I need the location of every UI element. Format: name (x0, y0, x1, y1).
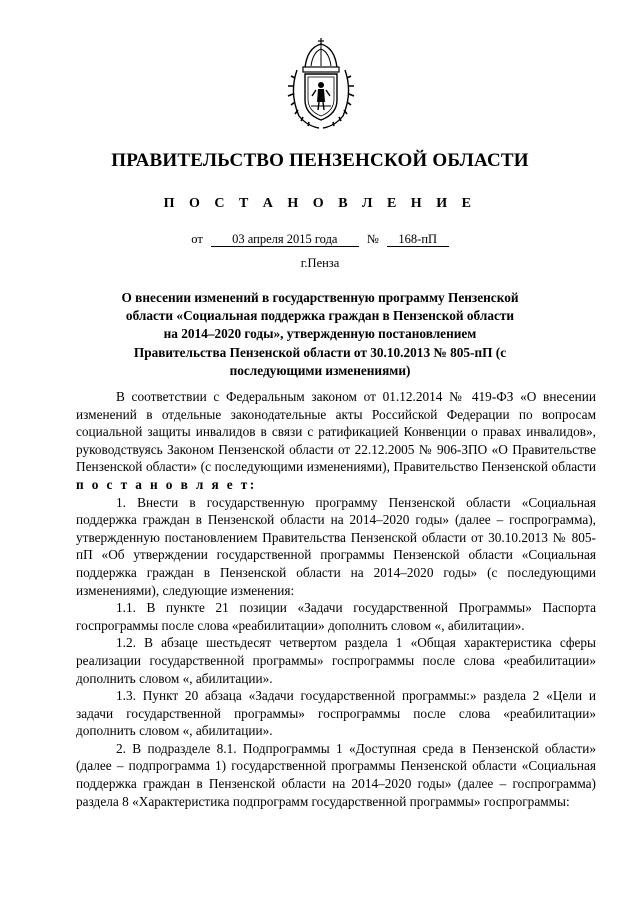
document-date: 03 апреля 2015 года (211, 232, 359, 247)
date-prefix: от (191, 232, 203, 246)
paragraph-2: 2. В подразделе 8.1. Подпрограммы 1 «Доступная среда в Пензенской области» (далее – подпрограмма 1) государственной программы Пензенской области «Социальная поддержка граждан в Пензенской области на 2014–2020 годы» (далее – госпрограмма) раздела 8 «Характеристика подпрограмм государственной программы» госпрограммы: (76, 740, 596, 809)
document-body (76, 388, 596, 810)
government-title: ПРАВИТЕЛЬСТВО ПЕНЗЕНСКОЙ ОБЛАСТИ (111, 150, 529, 171)
preamble-paragraph (76, 388, 596, 494)
document-type: П О С Т А Н О В Л Е Н И Е (163, 196, 477, 211)
city-name: г.Пенза (300, 256, 340, 270)
document-subject: О внесении изменений в государственную программу Пензенской области «Социальная поддержка граждан в Пензенской области на 2014–2020 годы», утвержденную постановлением Правительства Пензенской области от 30.10.2013 № 805-пП (с последующими изменениями) (121, 290, 519, 378)
resolves-word: п о с т а н о в л я е т: (76, 476, 257, 492)
number-sign: № (366, 232, 379, 246)
coat-of-arms-emblem (285, 38, 357, 130)
paragraph-1: 1. Внести в государственную программу Пензенской области «Социальная поддержка граждан в Пензенской области на 2014–2020 годы» (далее – госпрограмма), утвержденную постановлением Правительства Пензенской области от 30.10.2013 № 805-пП «Об утверждении государственной программы Пензенской области «Социальная поддержка граждан в Пензенской области на 2014–2020 годы» (с последующими изменениями), следующие изменения: (76, 494, 596, 598)
paragraph-1-1: 1.1. В пункте 21 позиции «Задачи государственной Программы» Паспорта госпрограммы после слова «реабилитации» дополнить словом «, абилитации». (76, 600, 596, 633)
paragraph-1-3: 1.3. Пункт 20 абзаца «Задачи государственной программы:» раздела 2 «Цели и задачи государственной программы» госпрограммы после слова «реабилитации» дополнить словом «, абилитации». (76, 688, 596, 739)
preamble-text: В соответствии с Федеральным законом от 01.12.2014 № 419-ФЗ «О внесении изменений в отдельные законодательные акты Российской Федерации по вопросам социальной защиты инвалидов в связи с ратификацией Конвенции о правах инвалидов», руководствуясь Законом Пензенской области от 22.12.2005 № 906-ЗПО «О Правительстве Пензенской области» (с последующими изменениями), Правительство Пензенской области (76, 389, 596, 475)
document-number: 168-пП (387, 232, 449, 247)
date-number-line (0, 232, 640, 247)
paragraph-1-2: 1.2. В абзаце шестьдесят четвертом раздела 1 «Общая характеристика сферы реализации государственной программы» госпрограммы после слова «реабилитации» дополнить словом «, абилитации». (76, 635, 596, 686)
